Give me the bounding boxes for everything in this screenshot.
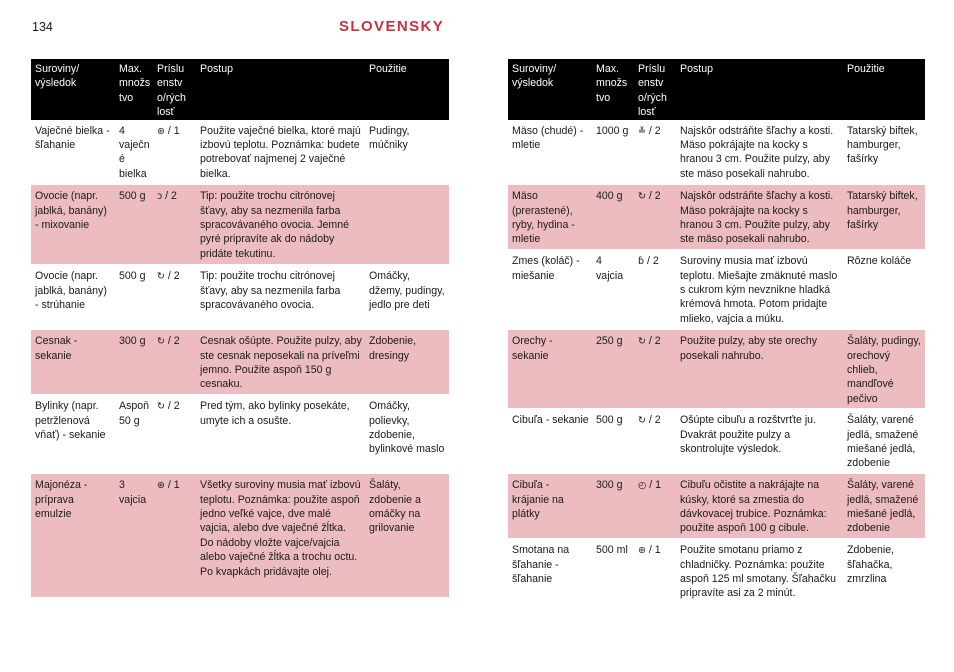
ingredient-cell: Orechy - sekanie — [508, 330, 592, 409]
blade-icon: ↻ — [157, 401, 165, 413]
table-row — [508, 539, 925, 619]
grater-icon: ↻ — [157, 271, 165, 283]
quantity-cell: 400 g — [592, 185, 634, 250]
ingredient-cell: Ovocie (napr. jablká, banány) - strúhanie — [31, 265, 115, 330]
page-number: 134 — [32, 20, 53, 34]
ingredient-cell: Cesnak - sekanie — [31, 330, 115, 395]
use-cell: Šaláty, zdobenie a omáčky na grilovanie — [365, 474, 449, 598]
accessory-cell — [634, 539, 676, 619]
table-body — [508, 120, 925, 619]
accessory-cell — [634, 185, 676, 250]
method-cell: Tip: použite trochu citrónovej šťavy, aby sa nezmenila farba spracovávaného ovocia. Jemné pyré pripravíte ak do nádoby pridáte tekutinu. — [196, 185, 365, 265]
method-cell: Najskôr odstráňte šľachy a kosti. Mäso pokrájajte na kocky s hranou 3 cm. Použite pulzy, aby ste mäso posekali nahrubo. — [676, 120, 843, 185]
speed-setting: / 2 — [167, 335, 180, 348]
quantity-cell: 500 ml — [592, 539, 634, 619]
whisk-icon: ⊛ — [157, 125, 165, 137]
quantity-cell: 300 g — [592, 474, 634, 539]
table-row — [508, 330, 925, 409]
ingredient-cell: Cibuľa - sekanie — [508, 409, 592, 474]
use-cell: Pudingy, múčniky — [365, 120, 449, 185]
column-header-use: Použitie — [843, 59, 925, 120]
ingredient-cell: Vaječné bielka - šľahanie — [31, 120, 115, 185]
column-header-accessory: Príslu enstv o/rých losť — [153, 59, 196, 120]
ingredient-cell: Cibuľa - krájanie na plátky — [508, 474, 592, 539]
speed-setting: / 1 — [167, 124, 180, 137]
column-header-method: Postup — [676, 59, 843, 120]
column-header-ingredient: Suroviny/ výsledok — [508, 59, 592, 120]
page-title: SLOVENSKY — [339, 18, 445, 35]
speed-setting: / 1 — [167, 479, 180, 492]
grinder-icon: ≚ — [638, 125, 646, 137]
accessory-cell — [634, 474, 676, 539]
method-cell: Cibuľu očistite a nakrájajte na kúsky, ktoré sa zmestia do dávkovacej trubice. Poznámka: použite aspoň 100 g cibule. — [676, 474, 843, 539]
column-header-use: Použitie — [365, 59, 449, 120]
ingredient-cell: Mäso (prerastené), ryby, hydina - mletie — [508, 185, 592, 250]
column-header-ingredient: Suroviny/ výsledok — [31, 59, 115, 120]
accessory-cell — [634, 120, 676, 185]
use-cell: Rôzne koláče — [843, 250, 925, 330]
quantity-cell: Aspoň 50 g — [115, 395, 153, 474]
quantity-cell: 500 g — [115, 185, 153, 265]
quantity-cell: 500 g — [115, 265, 153, 330]
quantity-cell: 4 vaječn é bielka — [115, 120, 153, 185]
use-cell: Šaláty, varené jedlá, smažené miešané jedlá, zdobenie — [843, 409, 925, 474]
speed-setting: / 1 — [649, 479, 662, 492]
use-cell: Zdobenie, dresingy — [365, 330, 449, 395]
column-header-accessory: Príslu enstv o/rých losť — [634, 59, 676, 120]
table-row — [31, 185, 449, 265]
use-cell: Zdobenie, šľahačka, zmrzlina — [843, 539, 925, 619]
method-cell: Použite pulzy, aby ste orechy posekali nahrubo. — [676, 330, 843, 409]
use-cell: Omáčky, džemy, pudingy, jedlo pre deti — [365, 265, 449, 330]
blade-icon: ↻ — [157, 336, 165, 348]
use-cell: Omáčky, polievky, zdobenie, bylinkové maslo — [365, 395, 449, 474]
speed-setting: / 2 — [167, 270, 180, 283]
table-row — [508, 185, 925, 250]
method-cell: Najskôr odstráňte šľachy a kosti. Mäso pokrájajte na kocky s hranou 3 cm. Použite pulzy, aby ste mäso posekali nahrubo. — [676, 185, 843, 250]
column-header-quantity: Max. množs tvo — [115, 59, 153, 120]
whisk-icon: ⊛ — [157, 480, 165, 492]
table-header-row — [508, 59, 925, 120]
slicer-icon: ◴ — [638, 480, 647, 492]
quantity-cell: 1000 g — [592, 120, 634, 185]
accessory-cell — [153, 330, 196, 395]
accessory-cell — [634, 250, 676, 330]
ingredient-cell: Majonéza - príprava emulzie — [31, 474, 115, 598]
use-cell: Šaláty, pudingy, orechový chlieb, mandľové pečivo — [843, 330, 925, 409]
table-row — [31, 474, 449, 598]
use-cell: Šaláty, varené jedlá, smažené miešané jedlá, zdobenie — [843, 474, 925, 539]
ingredient-cell: Mäso (chudé) - mletie — [508, 120, 592, 185]
accessory-cell — [634, 409, 676, 474]
method-cell: Cesnak ošúpte. Použite pulzy, aby ste cesnak neposekali na príveľmi jemno. Použite aspoň 150 g cesnaku. — [196, 330, 365, 395]
accessory-cell — [153, 265, 196, 330]
speed-setting: / 2 — [648, 124, 661, 137]
table-row — [31, 120, 449, 185]
ingredient-cell: Ovocie (napr. jablká, banány) - mixovanie — [31, 185, 115, 265]
speed-setting: / 1 — [648, 544, 661, 557]
accessory-cell — [153, 474, 196, 598]
column-header-quantity: Max. množs tvo — [592, 59, 634, 120]
use-cell: Tatarský biftek, hamburger, fašírky — [843, 185, 925, 250]
table-row — [31, 265, 449, 330]
blade-icon: ↻ — [638, 336, 646, 348]
speed-setting: / 2 — [646, 255, 659, 268]
speed-setting: / 2 — [648, 414, 661, 427]
method-cell: Všetky suroviny musia mať izbovú teplotu. Poznámka: použite aspoň jedno veľké vajce, dve malé vajcia, alebo dve vaječné žĺtka. Do nádoby vložte vajce/vajcia alebo vaječné žĺtka a trochu octu. Po kvapkách pridávajte olej. — [196, 474, 365, 598]
quantity-cell: 300 g — [115, 330, 153, 395]
method-cell: Pred tým, ako bylinky posekáte, umyte ich a osušte. — [196, 395, 365, 474]
table-header-row — [31, 59, 449, 120]
recipe-table-right — [508, 59, 925, 619]
accessory-cell — [153, 395, 196, 474]
speed-setting: / 2 — [165, 190, 177, 203]
column-header-method: Postup — [196, 59, 365, 120]
blade-icon: ↻ — [638, 191, 646, 203]
accessory-cell — [153, 185, 196, 265]
ingredient-cell: Smotana na šľahanie - šľahanie — [508, 539, 592, 619]
use-cell — [365, 185, 449, 265]
speed-setting: / 2 — [648, 190, 661, 203]
table-row — [31, 395, 449, 474]
quantity-cell: 3 vajcia — [115, 474, 153, 598]
blade-icon: ↄ — [157, 191, 163, 203]
table-row — [508, 409, 925, 474]
table-body — [31, 120, 449, 598]
table-row — [508, 250, 925, 330]
whisk-icon: ⊛ — [638, 545, 646, 557]
quantity-cell: 4 vajcia — [592, 250, 634, 330]
recipe-table-left — [31, 59, 449, 598]
blade-icon: ↻ — [638, 415, 646, 427]
use-cell: Tatarský biftek, hamburger, fašírky — [843, 120, 925, 185]
speed-setting: / 2 — [167, 400, 180, 413]
ingredient-cell: Bylinky (napr. petržlenová vňať) - sekanie — [31, 395, 115, 474]
quantity-cell: 500 g — [592, 409, 634, 474]
table-row — [508, 474, 925, 539]
table-row — [31, 330, 449, 395]
accessory-cell — [634, 330, 676, 409]
method-cell: Suroviny musia mať izbovú teplotu. Miešajte zmäknuté maslo s cukrom kým nevznikne hladká krémová hmota. Potom pridajte mlieko, vajcia a múku. — [676, 250, 843, 330]
quantity-cell: 250 g — [592, 330, 634, 409]
method-cell: Ošúpte cibuľu a rozštvrťte ju. Dvakrát použite pulzy a skontrolujte výsledok. — [676, 409, 843, 474]
dough-tool-icon: ɓ — [638, 256, 645, 268]
method-cell: Použite smotanu priamo z chladničky. Poznámka: použite aspoň 125 ml smotany. Šľahačku pripravíte asi za 2 minút. — [676, 539, 843, 619]
ingredient-cell: Zmes (koláč) - miešanie — [508, 250, 592, 330]
method-cell: Tip: použite trochu citrónovej šťavy, aby sa nezmenila farba spracovávaného ovocia. — [196, 265, 365, 330]
method-cell: Použite vaječné bielka, ktoré majú izbovú teplotu. Poznámka: budete potrebovať najmenej 2 vaječné bielka. — [196, 120, 365, 185]
speed-setting: / 2 — [648, 335, 661, 348]
table-row — [508, 120, 925, 185]
accessory-cell — [153, 120, 196, 185]
